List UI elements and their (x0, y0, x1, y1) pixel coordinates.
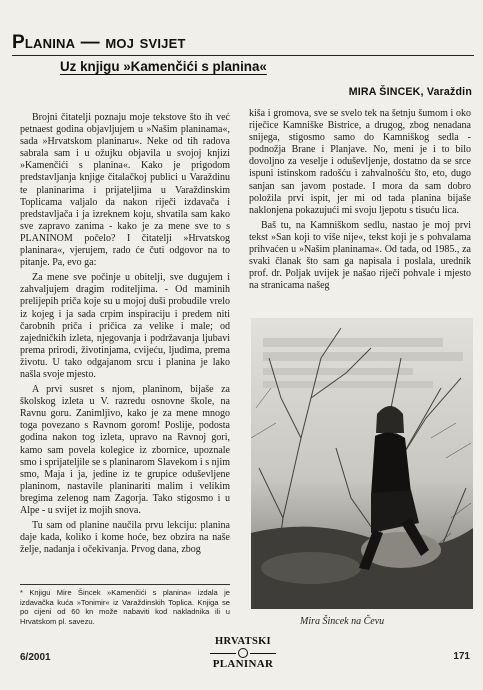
logo-line-left (210, 653, 236, 654)
logo-line-right (250, 653, 276, 654)
article-title-text: Planina — moj svijet (12, 32, 186, 53)
footnote-rule (20, 584, 230, 585)
magazine-logo (208, 636, 278, 678)
photo-caption: Mira Šincek na Čevu (300, 616, 385, 627)
paragraph: Tu sam od planine naučila prvu lekciju: planina daje kada, koliko i kome hoće, bez obzira na naše želje, nadanja i očekivanja. Prvog dana, zbog (20, 520, 230, 556)
paragraph: A prvi susret s njom, planinom, bijaše za školskog izleta u V. razredu osnovne škole, na Ravnu goru. Zanimljivo, kako je za mene mnogo toga povezano s Ravnom gorom! Poslije, podosta godina nakon tog izleta, upravo na Ravnoj gori, kamo sam povela kolegice iz zbornice, upoznale smo i sprijateljile se s planinarom Slavekom i s njim smo, Maja i ja, jedine iz te grupice oduševljene planinom, nastavile planinariti malim i velikim bregima zelenog nam Zagorja. Tako stigosmo i u Alpe - u svijet iz mojih snova. (20, 384, 230, 516)
logo-ring-icon (238, 648, 248, 658)
photo-image (251, 318, 473, 609)
article-title (12, 32, 472, 54)
footnote: * Knjigu Mire Šincek »Kamenčići s planina« izdala je izdavačka kuća »Tonimir« iz Varaždinskih Toplica. Knjiga se po cijeni od 60 kn može nabaviti kod nakladnika ili u Hrvatskom pl. savezu. (20, 588, 230, 626)
article-subtitle: Uz knjigu »Kamenčići s planina« (60, 59, 267, 74)
logo-bottom-text: PLANINAR (212, 658, 274, 670)
logo-top-text: HRVATSKI (215, 636, 271, 647)
issue-number: 6/2001 (20, 652, 51, 663)
article-author: MIRA ŠINCEK, Varaždin (348, 86, 472, 98)
paragraph: Brojni čitatelji poznaju moje tekstove što ih već petnaest godina objavljujem u »Našim planinama«, sada »Hrvatskom planinaru«. Neke od tih radova sabrala sam i u ožujku objavila u svojoj knjizi »Kamenčići s planina«. Kako je prigodom predstavljanja knjige čitalačkoj publici u Varaždinu te planinarima i prijateljima u Varaždinskim Toplicama valjalo da nakon riječi izdavača i predstavljača i ja izreknem koju, shvatila sam kako sve zapravo zanima - kako je za mene sve to s PLANINOM počelo? I čitatelji »Hrvatskog planinara«, vjerujem, rado će čuti odgovor na to pitanje. Pa, evo ga: (20, 112, 230, 269)
left-column (20, 112, 230, 559)
paragraph: Baš tu, na Kamniškom sedlu, nastao je moj prvi tekst »San koji to više nije«, tekst koji je s pohvalama prihvaćen u »Našim planinama«. Od tada, od 1985., za svaki članak što sam ga napisala i poslala, urednik prof. dr. Poljak uvijek je našao riječi pohvale i mjesto na stranicama našeg (249, 219, 471, 292)
right-column (249, 108, 471, 295)
paragraph: kiša i gromova, sve se svelo tek na šetnju šumom i oko riječice Kamniške Bistrice, a drugog, zbog nenadana snijega, stigosmo samo do Kamniškog sedla - podnožja Brane i Planjave. No, meni je i to bilo dovoljno za veselje i oduševljenje, dostatno da se srce ispuni istinskom radošću i zahvalnošću što, eto, dugo sanjan san javom postade. I mora da sam dobro položila prvi ispit, jer mi od tada planina bijaše naklonjena pokazujući mi svoju ljepotu s tisuću lica. (249, 108, 471, 216)
paragraph: Za mene sve počinje u obitelji, sve dugujem i zahvaljujem dragim roditeljima. - Od maminih prelijepih priča koje su u mojoj duši probudile vrelo iz kojeg i ja sada crpim inspiraciju i predem niti čarobnih priča i pričica za velike i male; od zajedničkih izleta, njegovanja i podržavanja ljubavi prema prirodi, životinjama, cvijeću, ljudima, prema životu. U tako odgajanom srcu i planina je lako našla svoje mjesto. (20, 272, 230, 380)
page-number: 171 (453, 651, 470, 662)
article-photo (251, 318, 473, 609)
title-rule (12, 55, 474, 56)
